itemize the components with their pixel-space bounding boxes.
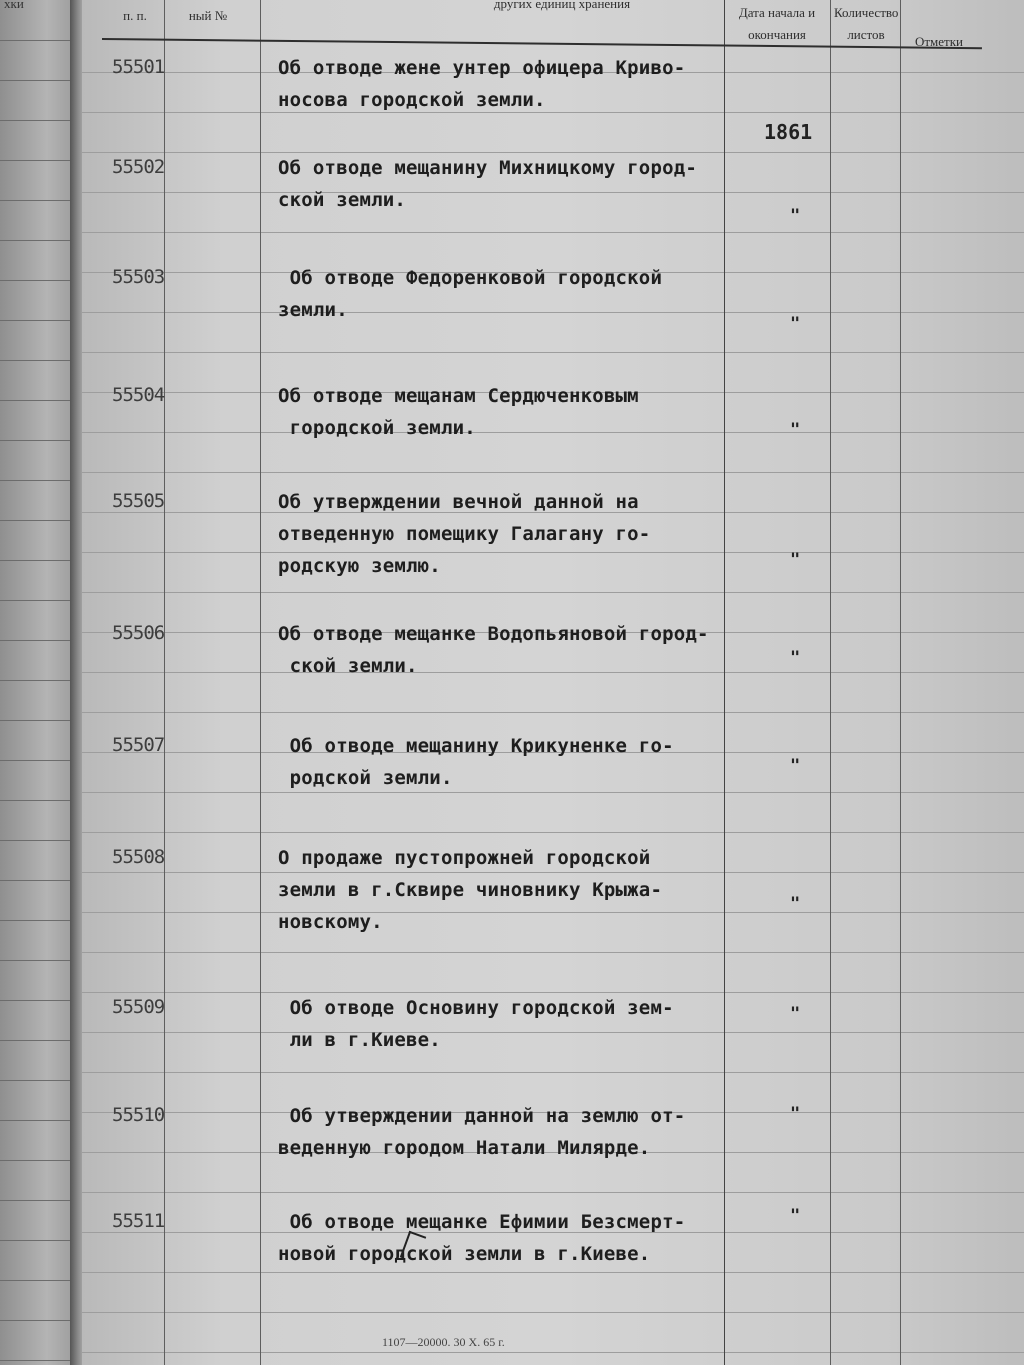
previous-page-rule (0, 880, 78, 881)
previous-page-rule (0, 40, 78, 41)
header-notes: Отметки (914, 34, 964, 49)
record-title-line: ли в г.Киеве. (278, 1029, 441, 1051)
ruled-line (82, 312, 1024, 313)
previous-page-rule (0, 240, 78, 241)
previous-page-rule (0, 640, 78, 641)
record-number: 55501 (112, 56, 165, 78)
previous-page-rule (0, 200, 78, 201)
ditto-mark: " (790, 206, 801, 226)
previous-page-rule (0, 680, 78, 681)
record-number: 55509 (112, 996, 165, 1018)
record-title-line: новскому. (278, 911, 383, 933)
previous-page-rule (0, 800, 78, 801)
ruled-line (82, 1192, 1024, 1193)
ruled-line (82, 1312, 1024, 1313)
record-title-line: Об отводе мещанину Крикуненке го- (278, 735, 674, 757)
ditto-mark: " (790, 1206, 801, 1226)
previous-page-rule (0, 840, 78, 841)
record-title-line: земли в г.Сквире чиновнику Крыжа- (278, 879, 663, 901)
record-title-line: О продаже пустопрожней городской (278, 847, 651, 869)
record-number: 55506 (112, 622, 165, 644)
record-title-line: родской земли. (278, 767, 453, 789)
ruled-line (82, 912, 1024, 913)
previous-page-rule (0, 480, 78, 481)
record-number: 55505 (112, 490, 165, 512)
ruled-line (82, 1072, 1024, 1073)
record-title-line: городской земли. (278, 417, 476, 439)
record-title-line: Об утверждении данной на землю от- (278, 1105, 686, 1127)
record-title-line: родскую землю. (278, 555, 441, 577)
previous-page-rule (0, 320, 78, 321)
previous-page-rule (0, 440, 78, 441)
header-dates: Дата начала и окончания (738, 5, 816, 42)
record-title-line: веденную городом Натали Милярде. (278, 1137, 651, 1159)
header-item-number: п. п. (123, 8, 147, 23)
ruled-line (82, 792, 1024, 793)
ruled-line (82, 432, 1024, 433)
ditto-mark: " (790, 420, 801, 440)
ditto-mark: " (790, 756, 801, 776)
ruled-line (82, 192, 1024, 193)
header-title: других единиц хранения (493, 0, 631, 11)
previous-page-rule (0, 360, 78, 361)
record-number: 55503 (112, 266, 165, 288)
archive-inventory-page (82, 0, 1024, 1365)
print-imprint: 1107—20000. 30 Х. 65 г. (382, 1335, 505, 1349)
record-title-line: Об отводе мещанке Ефимии Безсмерт- (278, 1211, 686, 1233)
record-title-line: Об утверждении вечной данной на (278, 491, 639, 513)
ruled-line (82, 712, 1024, 713)
record-title-line: Об отводе жене унтер офицера Криво- (278, 57, 686, 79)
ruled-line (82, 352, 1024, 353)
previous-page-rule (0, 1280, 78, 1281)
column-divider (900, 0, 901, 1365)
previous-page-rule (0, 1000, 78, 1001)
previous-page-rule (0, 1040, 78, 1041)
ditto-mark: " (790, 1104, 801, 1124)
date-1861: 1861 (764, 120, 813, 144)
previous-page-header: хки (4, 0, 24, 11)
record-title-line: Об отводе мещанке Водопьяновой город- (278, 623, 709, 645)
previous-page-rule (0, 80, 78, 81)
ruled-line (82, 232, 1024, 233)
record-number: 55504 (112, 384, 165, 406)
record-number: 55502 (112, 156, 165, 178)
previous-page-rule (0, 400, 78, 401)
previous-page-rule (0, 1080, 78, 1081)
header-sheet-count: Количество листов (834, 5, 899, 42)
previous-page-rule (0, 1120, 78, 1121)
ruled-line (82, 952, 1024, 953)
ditto-mark: " (790, 550, 801, 570)
previous-page-rule (0, 720, 78, 721)
record-title-line: земли. (278, 299, 348, 321)
record-title-line: Об отводе мещанам Сердюченковым (278, 385, 639, 407)
previous-page-rule (0, 920, 78, 921)
record-title-line: ской земли. (278, 189, 407, 211)
ruled-line (82, 1032, 1024, 1033)
previous-page-rule (0, 560, 78, 561)
previous-page-rule (0, 960, 78, 961)
record-number: 55511 (112, 1210, 165, 1232)
record-number: 55510 (112, 1104, 165, 1126)
record-number: 55507 (112, 734, 165, 756)
ruled-line (82, 472, 1024, 473)
column-divider (724, 0, 725, 1365)
previous-page-rule (0, 1200, 78, 1201)
column-divider (830, 0, 831, 1365)
record-title-line: отведенную помещику Галагану го- (278, 523, 651, 545)
previous-page-rule (0, 120, 78, 121)
record-title-line: ской земли. (278, 655, 418, 677)
ditto-mark: " (790, 314, 801, 334)
ruled-line (82, 832, 1024, 833)
record-title-line: Об отводе Основину городской зем- (278, 997, 674, 1019)
previous-page-rule (0, 1360, 78, 1361)
record-title-line: носова городской земли. (278, 89, 546, 111)
ruled-line (82, 592, 1024, 593)
ruled-line (82, 112, 1024, 113)
previous-page-rule (0, 1240, 78, 1241)
ditto-mark: " (790, 1004, 801, 1024)
header-inventory-number: ный № (188, 8, 228, 23)
record-title-line: Об отводе мещанину Михницкому город- (278, 157, 698, 179)
previous-page-rule (0, 760, 78, 761)
previous-page-rule (0, 1160, 78, 1161)
column-divider (164, 0, 165, 1365)
record-title-line: Об отводе Федоренковой городской (278, 267, 663, 289)
ruled-line (82, 1272, 1024, 1273)
column-divider (260, 0, 261, 1365)
ruled-line (82, 672, 1024, 673)
previous-page-rule (0, 160, 78, 161)
previous-page-rule (0, 520, 78, 521)
record-title-line: новой городской земли в г.Киеве. (278, 1243, 651, 1265)
previous-page-rule (0, 600, 78, 601)
previous-page-rule (0, 280, 78, 281)
previous-page-edge (0, 0, 78, 1365)
record-number: 55508 (112, 846, 165, 868)
previous-page-rule (0, 1320, 78, 1321)
ruled-line (82, 552, 1024, 553)
ditto-mark: " (790, 894, 801, 914)
ditto-mark: " (790, 648, 801, 668)
ruled-line (82, 1352, 1024, 1353)
